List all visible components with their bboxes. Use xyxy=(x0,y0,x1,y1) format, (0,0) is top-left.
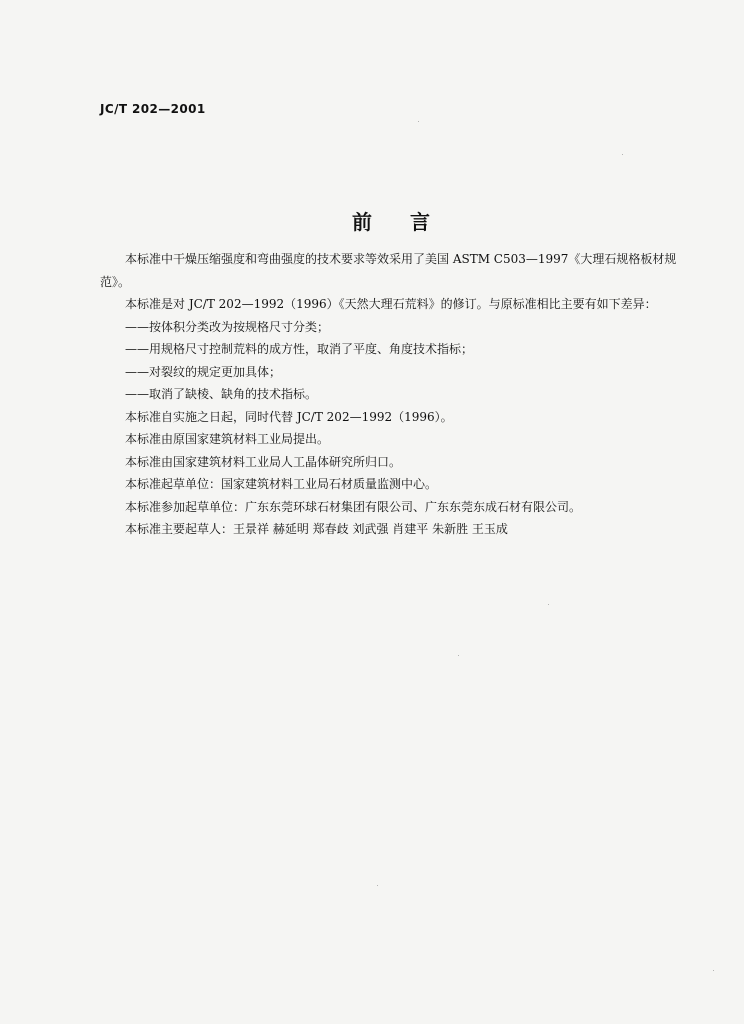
difference-item-2: ——用规格尺寸控制荒料的成方性，取消了平度、角度技术指标； xyxy=(125,342,474,356)
responsible-note: 本标准由国家建筑材料工业局人工晶体研究所归口。 xyxy=(125,454,402,469)
difference-item-3: ——对裂纹的规定更加具体； xyxy=(125,364,282,379)
scan-speck xyxy=(622,154,623,155)
participating-units: 本标准参加起草单位：广东东莞环球石材集团有限公司、广东东莞东成石材有限公司。 xyxy=(125,499,582,514)
scan-speck xyxy=(458,655,459,656)
replacement-note: 本标准自实施之日起，同时代替 JC/T 202—1992（1996）。 xyxy=(125,409,453,424)
paragraph-2: 本标准是对 JC/T 202—1992（1996）《天然大理石荒料》的修订。与原标准相比主要有如下差异： xyxy=(125,297,657,311)
proposer-note: 本标准由原国家建筑材料工业局提出。 xyxy=(125,432,330,446)
difference-item-1: ——按体积分类改为按规格尺寸分类； xyxy=(125,319,330,334)
standard-code: JC/T 202—2001 xyxy=(100,102,206,116)
main-drafters: 本标准主要起草人：王景祥 赫延明 郑春歧 刘武强 肖建平 朱新胜 王玉成 xyxy=(125,522,508,536)
difference-item-4: ——取消了缺棱、缺角的技术指标。 xyxy=(125,387,318,401)
foreword-content xyxy=(100,248,698,541)
scan-speck xyxy=(377,885,378,886)
paragraph-1: 本标准中干燥压缩强度和弯曲强度的技术要求等效采用了美国 ASTM C503—1997《大理石规格板材规范》。 xyxy=(100,252,677,289)
drafting-unit: 本标准起草单位：国家建筑材料工业局石材质量监测中心。 xyxy=(125,477,438,491)
scan-speck xyxy=(548,604,549,605)
foreword-title: 前言 xyxy=(352,210,468,234)
scan-speck xyxy=(713,970,714,971)
scan-speck xyxy=(418,121,419,122)
